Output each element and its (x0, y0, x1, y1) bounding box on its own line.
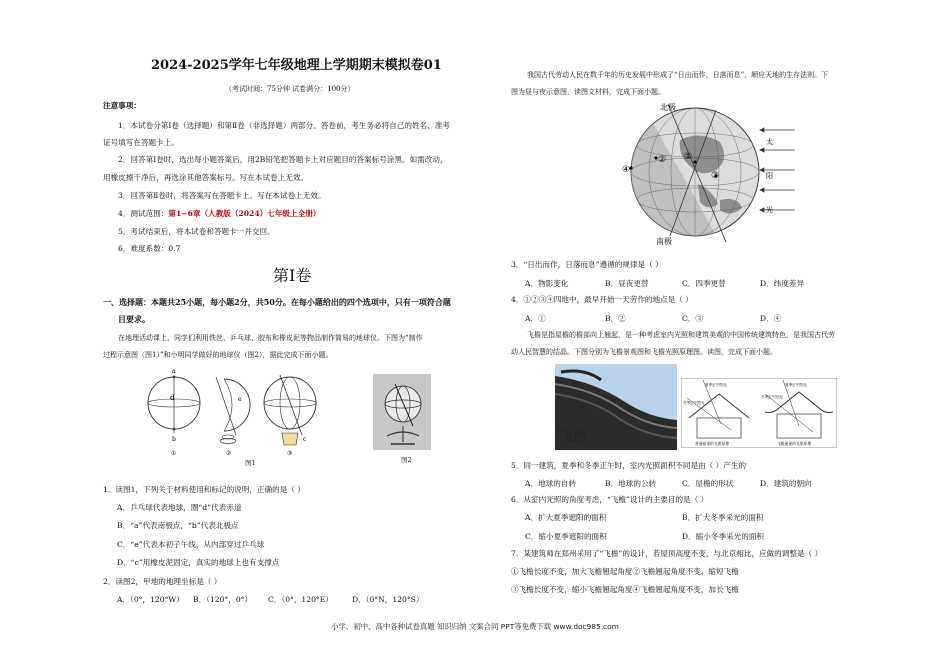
q2-option-b[interactable]: B．（120°，0°） (193, 595, 253, 604)
q1-option-a[interactable]: A．乒乓球代表地球，圈“d”代表赤道 (117, 503, 242, 512)
section1-instruction: 目要求。 (118, 314, 150, 324)
q2-option-c[interactable]: C．（0°，120°E） (268, 595, 333, 604)
fig1-step2 (216, 377, 250, 444)
intro-text: 过程示意图（图1）”和小明同学做好的地球仪（图2），据此完成下面小题。 (103, 351, 333, 359)
q5-option-c[interactable]: C．屋檐的形状 (682, 479, 734, 488)
right-intro: 我国古代劳动人民在数千年的历史发展中形成了“日出而作，日落而息”，顺应天地的生存法则。下 (527, 71, 829, 79)
question-6: 6．从室内光照的角度考虑，“飞檐”设计的主要目的是（ ） (511, 495, 709, 504)
label-summer-sun: 夏季正午阳光 (705, 383, 727, 387)
label-sun-1: 太 (766, 138, 773, 146)
q1-option-d[interactable]: D．“c”用橡皮泥固定，真实的地球上也有支撑点 (117, 558, 280, 567)
label-point-4: ④ (622, 165, 631, 175)
step-1-label: ① (171, 450, 177, 457)
label-summer-sun-2: 夏季正午阳光 (785, 383, 807, 387)
q6-option-d[interactable]: D．缩小冬季采光的面积 (682, 532, 765, 541)
exam-info: （考试时间：75分钟 试卷满分：100分） (225, 85, 355, 93)
label-c: c (303, 436, 307, 443)
q5-option-a[interactable]: A．地球的自转 (525, 479, 577, 488)
note-line: 用橡皮擦干净后，再选涂其他答案标号。写在本试卷上无效。 (103, 173, 309, 182)
step-2-label: ② (226, 450, 232, 457)
q6-option-c[interactable]: C．缩小夏季遮阳的面积 (525, 532, 607, 541)
section1-instruction: 一、选择题：本题共25小题，每小题2分，共50分。在每小题给出的四个选项中，只有一项符合题 (103, 297, 451, 307)
fig1-step3 (264, 375, 316, 445)
label-b: b (172, 436, 176, 443)
flying-eave-photo (555, 364, 677, 450)
note-line: 1．本试卷分第Ⅰ卷（选择题）和第Ⅱ卷（非选择题）两部分。答卷前，考生务必将自己的姓名、准考 (118, 121, 450, 130)
fig1-step1 (148, 375, 200, 433)
q4-option-b[interactable]: B．② (605, 314, 626, 323)
q2-option-a[interactable]: A．（0°，120°W） (117, 595, 184, 604)
fig1-caption: 图1 (245, 459, 256, 467)
label-point-2: ② (658, 155, 667, 165)
note-line: 3．回答第Ⅱ卷时，将答案写在答题卡上。写在本试卷上无效。 (118, 191, 326, 200)
q5-option-d[interactable]: D．建筑的朝向 (760, 479, 812, 488)
label-north-pole: 北极 (660, 103, 676, 112)
note-line: 6．难度系数：0.7 (118, 244, 181, 253)
q3-option-b[interactable]: B．昼夜更替 (605, 279, 649, 288)
question-1: 1．读图1，下列关于材料使用和标记的说明，正确的是（ ） (103, 485, 305, 494)
q6-option-a[interactable]: A．扩大夏季遮阳的面积 (525, 513, 607, 522)
section-title: 第Ⅰ卷 (273, 266, 312, 285)
paper-title: 2024-2025学年七年级地理上学期期末模拟卷01 (151, 58, 442, 73)
q1-option-c[interactable]: C．“e”代表本初子午线，从内部穿过乒乓球 (117, 540, 265, 549)
q7-statement: ①飞檐长度不变，加大飞檐翘起角度②飞檐翘起角度不变，缩短飞檐 (511, 567, 739, 576)
intro-text: 在地理活动课上，同学们利用铁丝、乒乓球、胶布和橡皮泥等物品制作简易的地球仪。下图为“制作 (118, 334, 423, 342)
step-3-label: ③ (287, 450, 293, 457)
caption-ordinary-roof: 普通屋顶的光照原理 (695, 441, 730, 446)
label-d: d (170, 394, 175, 402)
point-marker (693, 160, 696, 163)
figure-2-photo (373, 374, 431, 450)
test-range: 第1~6章（人教版（2024）七年级上全册） (168, 209, 321, 218)
note-4 (118, 208, 320, 219)
label-winter-sun: 冬季正午阳光 (683, 401, 705, 405)
eave-light-diagram (681, 378, 837, 448)
question-2: 2．读图2，甲地的地理坐标是（ ） (103, 577, 222, 586)
q1-option-b[interactable]: B．“a”代表南极点，“b”代表北极点 (117, 521, 239, 530)
q7-statement: ③飞檐长度不变，缩小飞檐翘起角度④飞檐翘起角度不变，加长飞檐 (511, 585, 739, 594)
fig2-caption: 图2 (401, 456, 412, 464)
label-point-3: ③ (711, 171, 720, 181)
question-3: 3．“日出而作，日落而息”遵循的规律是（ ） (511, 260, 663, 269)
label-e: e (238, 396, 242, 403)
q3-option-a[interactable]: A．物影变化 (525, 279, 569, 288)
label-a: a (172, 368, 176, 375)
page-footer: 小学、初中、高中各种试卷真题 知识归纳 文案合同 PPT等免费下载 www.doc985.com (331, 622, 619, 631)
label-sun-2: 阳 (766, 172, 773, 180)
day-night-figure (620, 100, 800, 248)
flying-eave-intro: 动人民智慧的结晶。下图分别为飞檐景观图和飞檐光照原理图。读图，完成下面小题。 (511, 348, 777, 356)
label-sun-3: 光 (766, 206, 773, 214)
photo-label: 飞檐 (559, 429, 587, 445)
label-south-pole: 南极 (656, 237, 672, 246)
label-point-1: ① (684, 152, 693, 162)
question-4: 4．①②③④四地中，最早开始一天劳作的地点是（ ） (511, 295, 693, 304)
q3-option-c[interactable]: C．四季更替 (682, 279, 726, 288)
note-line: 5．考试结束后，将本试卷和答题卡一并交回。 (118, 227, 275, 236)
question-5: 5．同一建筑，夏季和冬季正午时，室内光照面积不同是由（ ）产生的 (511, 461, 747, 470)
question-7: 7．某建筑师在郑州采用了“飞檐”的设计，若屋顶高度不变，与北京相比，应做的调整是（ ） (511, 549, 823, 558)
note-4-prefix: 4．测试范围： (118, 209, 169, 218)
q2-option-d[interactable]: D．（0°N，120°S） (352, 595, 424, 604)
note-line: 2．回答第Ⅰ卷时，选出每小题答案后，用2B铅笔把答题卡上对应题目的答案标号涂黑。如需改动， (118, 155, 448, 164)
note-line: 证号填写在答题卡上。 (103, 138, 179, 147)
q5-option-b[interactable]: B．地球的公转 (605, 479, 657, 488)
q3-option-d[interactable]: D．纬度差异 (760, 279, 805, 288)
flying-eave-intro: 飞檐是指屋檐的檐部向上翘起，是一种考虑室内光照和建筑美观的中国传统建筑特色，是我国古代劳 (527, 331, 835, 339)
caption-flying-eave-roof: 飞檐屋顶的光照原理 (777, 441, 812, 446)
q4-option-c[interactable]: C．③ (682, 314, 703, 323)
q4-option-d[interactable]: D．④ (760, 314, 782, 323)
label-winter-sun-2: 冬季正午阳光 (761, 395, 783, 399)
right-intro: 图为昼与夜示意图，读图文材料，完成下面小题。 (511, 88, 665, 96)
notes-heading: 注意事项： (103, 101, 141, 110)
q4-option-a[interactable]: A．① (525, 314, 546, 323)
q6-option-b[interactable]: B．扩大冬季采光的面积 (682, 513, 764, 522)
figure-1 (140, 365, 330, 465)
